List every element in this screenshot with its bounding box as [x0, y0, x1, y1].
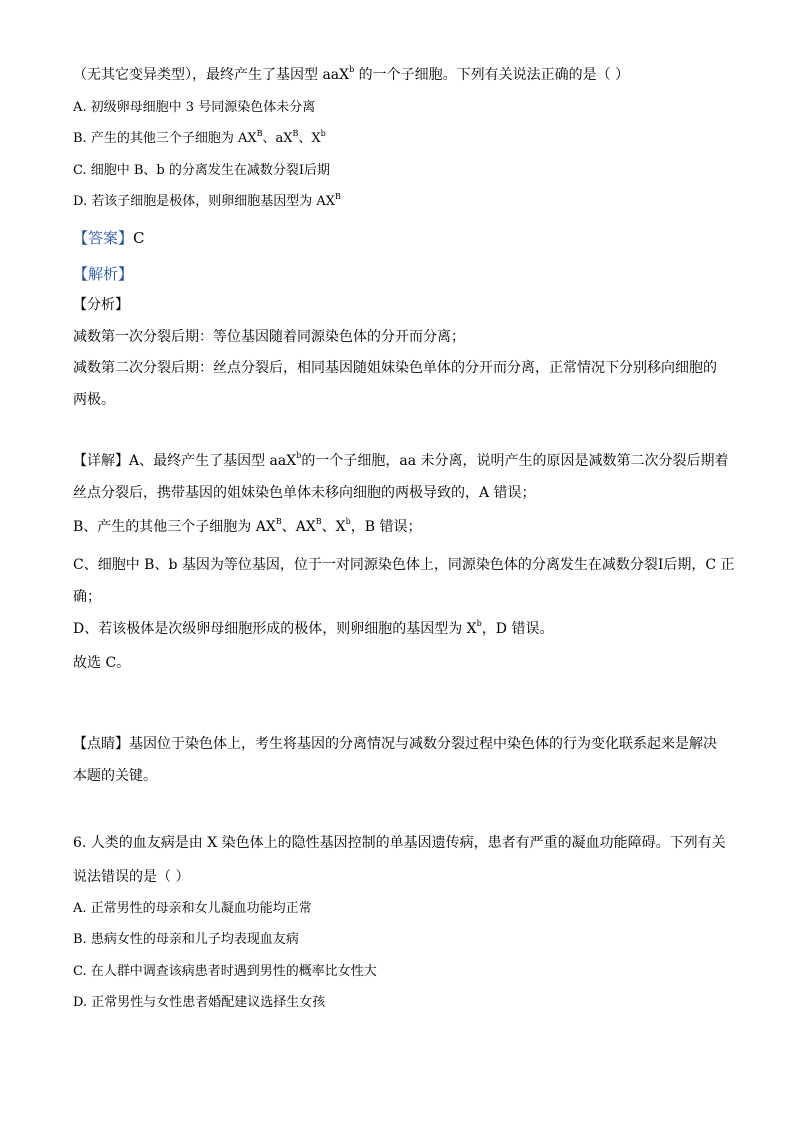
- analysis-label: 【解析】: [73, 265, 134, 283]
- dianjing-line-2: 本题的关键。: [73, 768, 157, 784]
- q6-option-b: B. 患病女性的母亲和儿子均表现血友病: [73, 932, 299, 947]
- detail-a-line-1: [73, 452, 729, 470]
- q5-option-a: A. 初级卵母细胞中 3 号同源染色体未分离: [73, 100, 316, 115]
- sup: B: [292, 128, 299, 138]
- q6-stem-line-1: 6. 人类的血友病是由 X 染色体上的隐性基因控制的单基因遗传病，患者有严重的凝血功能障碍。下列有关: [73, 835, 726, 851]
- detail-d-line: [73, 620, 553, 638]
- conclusion: 故选 C。: [73, 655, 131, 671]
- q5-option-b-text: B. 产生的其他三个子细胞为 AX: [73, 131, 257, 146]
- q6-option-c: C. 在人群中调查该病患者时遇到男性的概率比女性大: [73, 964, 377, 979]
- detail-c-line-1: C、细胞中 B、b 基因为等位基因，位于一对同源染色体上，同源染色体的分离发生在减数分裂Ⅰ后期，C 正: [73, 557, 735, 573]
- q5-option-b-text: 、aX: [262, 131, 293, 146]
- sup: b: [320, 128, 326, 138]
- detail-text: 的一个子细胞，aa 未分离，说明产生的原因是减数第二次分裂后期着: [301, 453, 729, 469]
- sup: b: [296, 451, 302, 461]
- detail-c-line-2: 确；: [73, 589, 101, 605]
- detail-label: 【详解】: [73, 453, 129, 469]
- detail-b-line: [73, 518, 422, 536]
- answer-label: 【答案】: [73, 229, 134, 247]
- fenxi-line-1: 减数第一次分裂后期：等位基因随着同源染色体的分开而分离；: [73, 329, 465, 345]
- detail-text: 、AX: [281, 519, 316, 535]
- answer-line: [73, 229, 145, 247]
- detail-text: 、X: [321, 519, 346, 535]
- q5-option-d: [73, 193, 341, 211]
- q5-option-b: [73, 130, 326, 148]
- dianjing-label: 【点睛】: [73, 736, 129, 752]
- sup: B: [335, 191, 341, 201]
- dianjing-text: 基因位于染色体上，考生将基因的分离情况与减数分裂过程中染色体的行为变化联系起来是解决: [129, 736, 717, 752]
- sup: B: [315, 517, 322, 527]
- q6-stem-line-2: 说法错误的是（ ）: [73, 869, 190, 885]
- q6-option-a: A. 正常男性的母亲和女儿凝血功能均正常: [73, 901, 312, 916]
- q6-option-d: D. 正常男性与女性患者婚配建议选择生女孩: [73, 995, 326, 1010]
- detail-text: D、若该极体是次级卵母细胞形成的极体，则卵细胞的基因型为 X: [73, 621, 477, 637]
- fenxi-line-2: 减数第二次分裂后期：丝点分裂后，相同基因随姐妹染色单体的分开而分离，正常情况下分别移向细胞的: [73, 360, 717, 376]
- q5-stem: [73, 66, 629, 84]
- detail-text: B、产生的其他三个子细胞为 AX: [73, 519, 276, 535]
- answer-value: C: [133, 229, 145, 247]
- detail-text: ，B 错误；: [350, 519, 422, 535]
- q5-stem-text: （无其它变异类型），最终产生了基因型 aaX: [73, 67, 350, 83]
- sup: B: [275, 517, 282, 527]
- q5-option-b-text: 、X: [298, 131, 321, 146]
- sup: b: [345, 517, 351, 527]
- q5-option-c: C. 细胞中 B、b 的分离发生在减数分裂Ⅰ后期: [73, 163, 331, 178]
- sup: b: [476, 619, 482, 629]
- q5-stem-text-end: 的一个子细胞。下列有关说法正确的是（ ）: [354, 67, 630, 83]
- detail-text: ，D 错误。: [481, 621, 554, 637]
- detail-text: A、最终产生了基因型 aaX: [129, 453, 297, 469]
- q5-stem-sup: b: [349, 65, 355, 75]
- sup: B: [256, 128, 263, 138]
- fenxi-line-3: 两极。: [73, 392, 115, 408]
- dianjing-line-1: [73, 735, 717, 753]
- q5-option-d-text: D. 若该子细胞是极体，则卵细胞基因型为 AX: [73, 194, 335, 209]
- detail-a-line-2: 丝点分裂后，携带基因的姐妹染色单体未移向细胞的两极导致的，A 错误；: [73, 485, 536, 501]
- fenxi-label: 【分析】: [73, 297, 129, 313]
